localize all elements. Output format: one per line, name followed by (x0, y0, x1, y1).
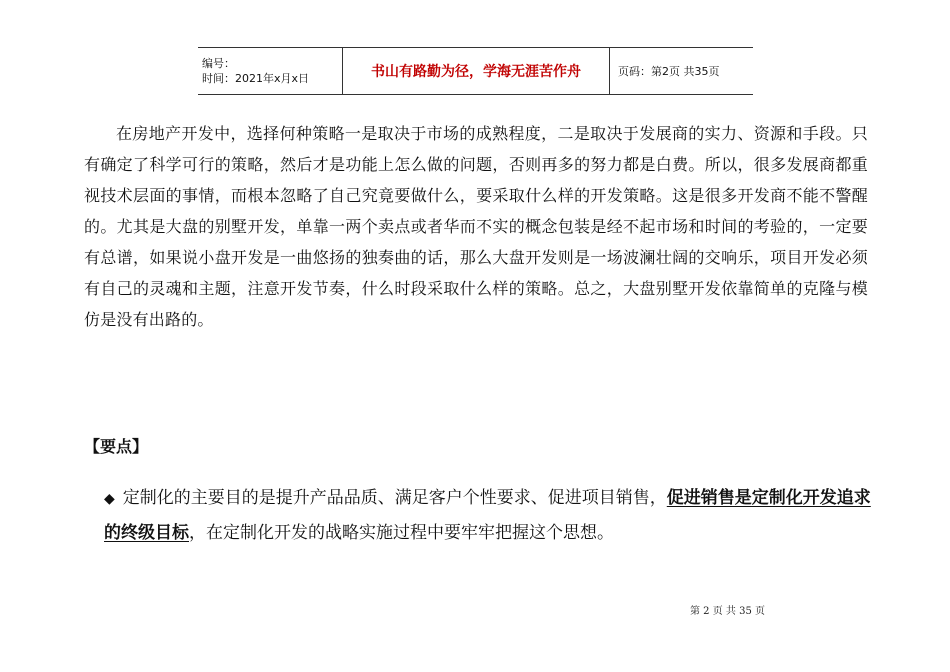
key-point-text-end: ，在定制化开发的战略实施过程中要牢牢把握这个思想。 (189, 523, 614, 543)
key-points-heading: 【要点】 (84, 437, 149, 456)
diamond-bullet-icon: ◆ (104, 491, 115, 507)
time-label: 时间：2021年x月x日 (202, 72, 310, 85)
serial-label: 编号： (202, 57, 235, 70)
key-point-text: 定制化的主要目的是提升产品品质、满足客户个性要求、促进项目销售， (122, 488, 667, 508)
document-header (198, 47, 753, 95)
page-footer: 第 2 页 共 35 页 (690, 606, 765, 617)
header-motto: 书山有路勤为径，学海无涯苦作舟 (343, 48, 610, 95)
header-page-code: 页码：第2页 共35页 (610, 48, 754, 95)
key-point-item (104, 481, 874, 550)
key-point-emphasis: 促进销售是定制化开发追求的终级目标 (104, 488, 871, 543)
body-paragraph: 在房地产开发中，选择何种策略一是取决于市场的成熟程度，二是取决于发展商的实力、资源和手段。只有确定了科学可行的策略，然后才是功能上怎么做的问题，否则再多的努力都是白费。所以，很多发展商都重视技术层面的事情，而根本忽略了自己究竟要做什么，要采取什么样的开发策略。这是很多开发商不能不警醒的。尤其是大盘的别墅开发，单靠一两个卖点或者华而不实的概念包装是经不起市场和时间的考验的，一定要有总谱，如果说小盘开发是一曲悠扬的独奏曲的话，那么大盘开发则是一场波澜壮阔的交响乐，项目开发必须有自己的灵魂和主题，注意开发节奏，什么时段采取什么样的策略。总之，大盘别墅开发依靠简单的克隆与模仿是没有出路的。 (84, 124, 868, 329)
header-meta (198, 48, 343, 95)
